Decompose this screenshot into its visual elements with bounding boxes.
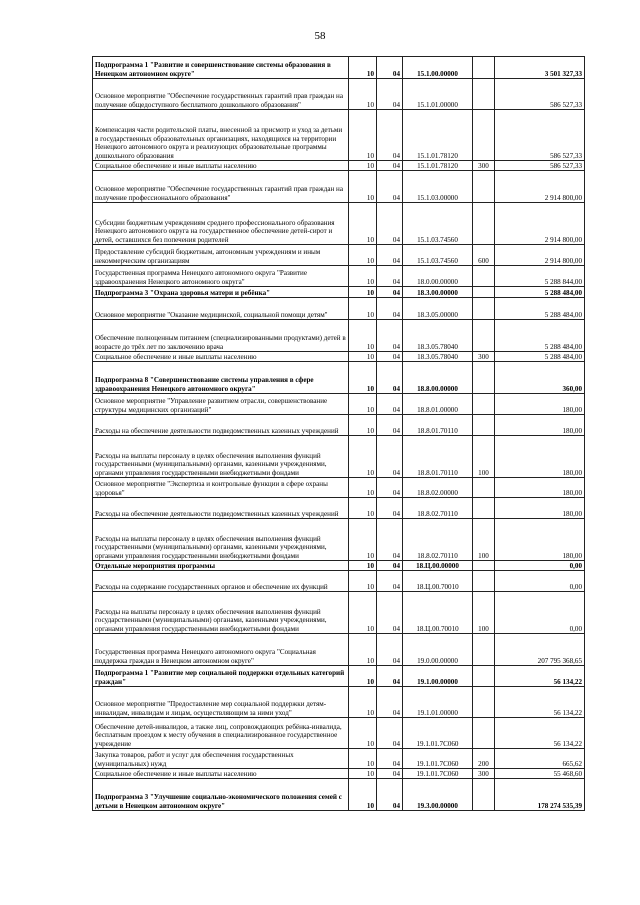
row-expense-type-cell: 100	[473, 519, 495, 561]
table-row	[93, 57, 585, 79]
row-subsection-cell: 04	[377, 779, 403, 811]
table-row	[93, 561, 585, 571]
table-row	[93, 415, 585, 436]
row-name-cell: Основное мероприятие "Обеспечение государственных гарантий прав граждан на получение общедоступного бесплатного дошкольного образования"	[93, 79, 349, 110]
row-target-article-cell: 19.1.01.7С060	[403, 718, 473, 749]
row-target-article-cell: 15.1.03.74560	[403, 245, 473, 266]
row-amount-cell: 0,00	[495, 561, 585, 571]
row-amount-cell: 180,00	[495, 394, 585, 415]
row-section-cell: 10	[349, 519, 377, 561]
row-subsection-cell: 04	[377, 320, 403, 352]
row-section-cell: 10	[349, 687, 377, 718]
row-expense-type-cell	[473, 687, 495, 718]
row-subsection-cell: 04	[377, 498, 403, 519]
row-target-article-cell: 19.0.00.00000	[403, 634, 473, 666]
row-target-article-cell: 18.8.02.70110	[403, 498, 473, 519]
table-row	[93, 203, 585, 245]
table-row	[93, 666, 585, 687]
row-amount-cell: 2 914 800,00	[495, 245, 585, 266]
row-expense-type-cell: 100	[473, 592, 495, 634]
row-name-cell: Подпрограмма 3 "Охрана здоровья матери и ребёнка"	[93, 287, 349, 298]
table-row	[93, 245, 585, 266]
row-target-article-cell: 19.1.01.7С060	[403, 749, 473, 769]
row-name-cell: Основное мероприятие "Обеспечение государственных гарантий прав граждан на получение профессионального образования"	[93, 171, 349, 203]
row-section-cell: 10	[349, 666, 377, 687]
row-amount-cell: 0,00	[495, 571, 585, 592]
row-expense-type-cell	[473, 79, 495, 110]
row-subsection-cell: 04	[377, 171, 403, 203]
row-subsection-cell: 04	[377, 266, 403, 287]
table-row	[93, 519, 585, 561]
row-subsection-cell: 04	[377, 561, 403, 571]
table-row	[93, 266, 585, 287]
row-name-cell: Расходы на выплаты персоналу в целях обеспечения выполнения функций государственными (муниципальными) органами, казенными учреждениями, органами управления государственными внебюджетными фондами	[93, 519, 349, 561]
row-expense-type-cell	[473, 498, 495, 519]
row-name-cell: Закупка товаров, работ и услуг для обеспечения государственных (муниципальных) нужд	[93, 749, 349, 769]
row-amount-cell: 5 288 484,00	[495, 352, 585, 362]
row-expense-type-cell: 600	[473, 245, 495, 266]
row-section-cell: 10	[349, 110, 377, 161]
table-row	[93, 287, 585, 298]
row-subsection-cell: 04	[377, 203, 403, 245]
row-target-article-cell: 18.8.01.70110	[403, 436, 473, 478]
table-row	[93, 362, 585, 394]
row-name-cell: Обеспечение полноценным питанием (специализированными продуктами) детей в возрасте до трёх лет по заключению врача	[93, 320, 349, 352]
row-name-cell: Компенсация части родительской платы, внесенной за присмотр и уход за детьми в государственных образовательных организациях, находящихся на территории Ненецкого автономного округа и реализующих образовательные программы дошкольного образования	[93, 110, 349, 161]
row-target-article-cell: 18.3.05.78040	[403, 352, 473, 362]
table-row	[93, 320, 585, 352]
row-name-cell: Основное мероприятие "Экспертиза и контрольные функции в сфере охраны здоровья"	[93, 478, 349, 498]
row-name-cell: Подпрограмма 3 "Улучшение социально-экономического положения семей с детьми в Ненецком автономном округе"	[93, 779, 349, 811]
table-row	[93, 779, 585, 811]
row-expense-type-cell	[473, 171, 495, 203]
row-expense-type-cell	[473, 57, 495, 79]
row-amount-cell: 178 274 535,39	[495, 779, 585, 811]
row-expense-type-cell: 100	[473, 436, 495, 478]
row-section-cell: 10	[349, 769, 377, 779]
row-name-cell: Субсидии бюджетным учреждениям среднего профессионального образования Ненецкого автономного округа на государственное обеспечение детей-сирот и детей, оставшихся без попечения родителей	[93, 203, 349, 245]
row-target-article-cell: 19.1.01.00000	[403, 687, 473, 718]
row-amount-cell: 5 288 484,00	[495, 287, 585, 298]
row-expense-type-cell: 300	[473, 161, 495, 171]
row-target-article-cell: 19.1.01.7С060	[403, 769, 473, 779]
row-name-cell: Расходы на обеспечение деятельности подведомственных казенных учреждений	[93, 415, 349, 436]
row-target-article-cell: 18.3.00.00000	[403, 287, 473, 298]
row-target-article-cell: 18.0.00.00000	[403, 266, 473, 287]
row-subsection-cell: 04	[377, 478, 403, 498]
row-expense-type-cell	[473, 666, 495, 687]
row-section-cell: 10	[349, 779, 377, 811]
row-subsection-cell: 04	[377, 287, 403, 298]
row-name-cell: Основное мероприятие "Оказание медицинской, социальной помощи детям"	[93, 298, 349, 320]
row-target-article-cell: 19.3.00.00000	[403, 779, 473, 811]
table-row	[93, 394, 585, 415]
row-name-cell: Расходы на содержание государственных органов и обеспечение их функций	[93, 571, 349, 592]
row-target-article-cell: 15.1.03.74560	[403, 203, 473, 245]
row-subsection-cell: 04	[377, 592, 403, 634]
row-subsection-cell: 04	[377, 352, 403, 362]
table-row	[93, 592, 585, 634]
row-section-cell: 10	[349, 561, 377, 571]
table-row	[93, 571, 585, 592]
table-row	[93, 110, 585, 161]
row-expense-type-cell	[473, 415, 495, 436]
row-name-cell: Расходы на выплаты персоналу в целях обеспечения выполнения функций государственными (муниципальными) органами, казенными учреждениями, органами управления государственными внебюджетными фондами	[93, 592, 349, 634]
row-name-cell: Подпрограмма 1 "Развитие и совершенствование системы образования в Ненецком автономном округе"	[93, 57, 349, 79]
row-section-cell: 10	[349, 749, 377, 769]
row-expense-type-cell	[473, 779, 495, 811]
row-expense-type-cell: 300	[473, 352, 495, 362]
row-expense-type-cell: 300	[473, 769, 495, 779]
row-amount-cell: 55 468,60	[495, 769, 585, 779]
row-target-article-cell: 15.1.01.00000	[403, 79, 473, 110]
row-section-cell: 10	[349, 718, 377, 749]
row-section-cell: 10	[349, 498, 377, 519]
table-row	[93, 749, 585, 769]
row-subsection-cell: 04	[377, 436, 403, 478]
row-amount-cell: 586 527,33	[495, 161, 585, 171]
row-section-cell: 10	[349, 478, 377, 498]
row-amount-cell: 5 288 484,00	[495, 298, 585, 320]
row-section-cell: 10	[349, 245, 377, 266]
row-amount-cell: 180,00	[495, 498, 585, 519]
row-name-cell: Подпрограмма 8 "Совершенствование системы управления в сфере здравоохранения Ненецкого автономного округа"	[93, 362, 349, 394]
row-subsection-cell: 04	[377, 415, 403, 436]
row-expense-type-cell	[473, 394, 495, 415]
row-section-cell: 10	[349, 436, 377, 478]
row-subsection-cell: 04	[377, 519, 403, 561]
row-target-article-cell: 18.8.01.00000	[403, 394, 473, 415]
row-name-cell: Обеспечение детей-инвалидов, а также лиц, сопровождающих ребёнка-инвалида, бесплатным проездом к месту обучения в специализированное государственное учреждение	[93, 718, 349, 749]
row-target-article-cell: 19.1.00.00000	[403, 666, 473, 687]
row-expense-type-cell	[473, 287, 495, 298]
row-amount-cell: 180,00	[495, 415, 585, 436]
row-amount-cell: 207 795 368,65	[495, 634, 585, 666]
row-amount-cell: 360,00	[495, 362, 585, 394]
row-target-article-cell: 18.Ц.00.70010	[403, 592, 473, 634]
row-section-cell: 10	[349, 352, 377, 362]
row-target-article-cell: 15.1.00.00000	[403, 57, 473, 79]
row-name-cell: Государственная программа Ненецкого автономного округа "Социальная поддержка граждан в Ненецком автономном округе"	[93, 634, 349, 666]
row-section-cell: 10	[349, 415, 377, 436]
row-section-cell: 10	[349, 287, 377, 298]
row-subsection-cell: 04	[377, 749, 403, 769]
row-name-cell: Основное мероприятие "Предоставление мер социальной поддержки детям-инвалидам, инвалидам и лицам, осуществляющим за ними уход"	[93, 687, 349, 718]
table-row	[93, 478, 585, 498]
row-subsection-cell: 04	[377, 634, 403, 666]
row-name-cell: Расходы на выплаты персоналу в целях обеспечения выполнения функций государственными (муниципальными) органами, казенными учреждениями, органами управления государственными внебюджетными фондами	[93, 436, 349, 478]
row-expense-type-cell	[473, 110, 495, 161]
row-target-article-cell: 18.3.05.00000	[403, 298, 473, 320]
row-expense-type-cell	[473, 203, 495, 245]
row-expense-type-cell	[473, 298, 495, 320]
row-expense-type-cell	[473, 561, 495, 571]
row-name-cell: Социальное обеспечение и иные выплаты населению	[93, 769, 349, 779]
row-amount-cell: 180,00	[495, 478, 585, 498]
row-amount-cell: 56 134,22	[495, 718, 585, 749]
table-row	[93, 687, 585, 718]
row-target-article-cell: 15.1.03.00000	[403, 171, 473, 203]
row-subsection-cell: 04	[377, 666, 403, 687]
row-section-cell: 10	[349, 634, 377, 666]
row-section-cell: 10	[349, 592, 377, 634]
row-section-cell: 10	[349, 571, 377, 592]
row-section-cell: 10	[349, 266, 377, 287]
row-subsection-cell: 04	[377, 718, 403, 749]
table-row	[93, 161, 585, 171]
row-target-article-cell: 18.8.00.00000	[403, 362, 473, 394]
row-amount-cell: 2 914 800,00	[495, 171, 585, 203]
row-target-article-cell: 15.1.01.78120	[403, 161, 473, 171]
row-amount-cell: 586 527,33	[495, 79, 585, 110]
row-target-article-cell: 18.Ц.00.00000	[403, 561, 473, 571]
row-target-article-cell: 18.Ц.00.70010	[403, 571, 473, 592]
row-subsection-cell: 04	[377, 161, 403, 171]
row-amount-cell: 665,62	[495, 749, 585, 769]
row-expense-type-cell	[473, 362, 495, 394]
row-subsection-cell: 04	[377, 687, 403, 718]
row-section-cell: 10	[349, 362, 377, 394]
row-amount-cell: 0,00	[495, 592, 585, 634]
row-target-article-cell: 18.3.05.78040	[403, 320, 473, 352]
table-row	[93, 79, 585, 110]
row-section-cell: 10	[349, 57, 377, 79]
row-expense-type-cell	[473, 718, 495, 749]
row-amount-cell: 180,00	[495, 519, 585, 561]
row-target-article-cell: 18.8.02.70110	[403, 519, 473, 561]
table-row	[93, 634, 585, 666]
row-amount-cell: 3 501 327,33	[495, 57, 585, 79]
row-subsection-cell: 04	[377, 571, 403, 592]
row-amount-cell: 5 288 484,00	[495, 320, 585, 352]
row-expense-type-cell	[473, 634, 495, 666]
row-name-cell: Социальное обеспечение и иные выплаты населению	[93, 352, 349, 362]
row-amount-cell: 586 527,33	[495, 110, 585, 161]
row-amount-cell: 56 134,22	[495, 687, 585, 718]
row-name-cell: Социальное обеспечение и иные выплаты населению	[93, 161, 349, 171]
row-expense-type-cell	[473, 478, 495, 498]
row-section-cell: 10	[349, 79, 377, 110]
row-subsection-cell: 04	[377, 298, 403, 320]
row-name-cell: Отдельные мероприятия программы	[93, 561, 349, 571]
table-row	[93, 436, 585, 478]
row-subsection-cell: 04	[377, 394, 403, 415]
row-target-article-cell: 18.8.02.00000	[403, 478, 473, 498]
page-number: 58	[314, 30, 326, 42]
row-subsection-cell: 04	[377, 57, 403, 79]
row-section-cell: 10	[349, 203, 377, 245]
table-row	[93, 298, 585, 320]
row-name-cell: Расходы на обеспечение деятельности подведомственных казенных учреждений	[93, 498, 349, 519]
row-subsection-cell: 04	[377, 769, 403, 779]
row-target-article-cell: 18.8.01.70110	[403, 415, 473, 436]
table-row	[93, 171, 585, 203]
table-row	[93, 769, 585, 779]
row-amount-cell: 56 134,22	[495, 666, 585, 687]
row-section-cell: 10	[349, 171, 377, 203]
row-subsection-cell: 04	[377, 110, 403, 161]
row-name-cell: Государственная программа Ненецкого автономного округа "Развитие здравоохранения Ненецкого автономного округа"	[93, 266, 349, 287]
table-row	[93, 498, 585, 519]
row-subsection-cell: 04	[377, 79, 403, 110]
row-amount-cell: 2 914 800,00	[495, 203, 585, 245]
row-section-cell: 10	[349, 298, 377, 320]
row-section-cell: 10	[349, 161, 377, 171]
row-expense-type-cell	[473, 571, 495, 592]
row-subsection-cell: 04	[377, 362, 403, 394]
row-section-cell: 10	[349, 320, 377, 352]
row-expense-type-cell	[473, 320, 495, 352]
row-target-article-cell: 15.1.01.78120	[403, 110, 473, 161]
row-amount-cell: 5 288 844,00	[495, 266, 585, 287]
row-expense-type-cell	[473, 266, 495, 287]
row-expense-type-cell: 200	[473, 749, 495, 769]
row-amount-cell: 180,00	[495, 436, 585, 478]
row-subsection-cell: 04	[377, 245, 403, 266]
row-name-cell: Предоставление субсидий бюджетным, автономным учреждениям и иным некоммерческим организациям	[93, 245, 349, 266]
row-name-cell: Подпрограмма 1 "Развитие мер социальной поддержки отдельных категорий граждан"	[93, 666, 349, 687]
table-row	[93, 718, 585, 749]
row-name-cell: Основное мероприятие "Управление развитием отрасли, совершенствование структуры медицинских организаций"	[93, 394, 349, 415]
budget-table	[92, 56, 585, 811]
row-section-cell: 10	[349, 394, 377, 415]
budget-table-body	[93, 57, 585, 811]
table-row	[93, 352, 585, 362]
